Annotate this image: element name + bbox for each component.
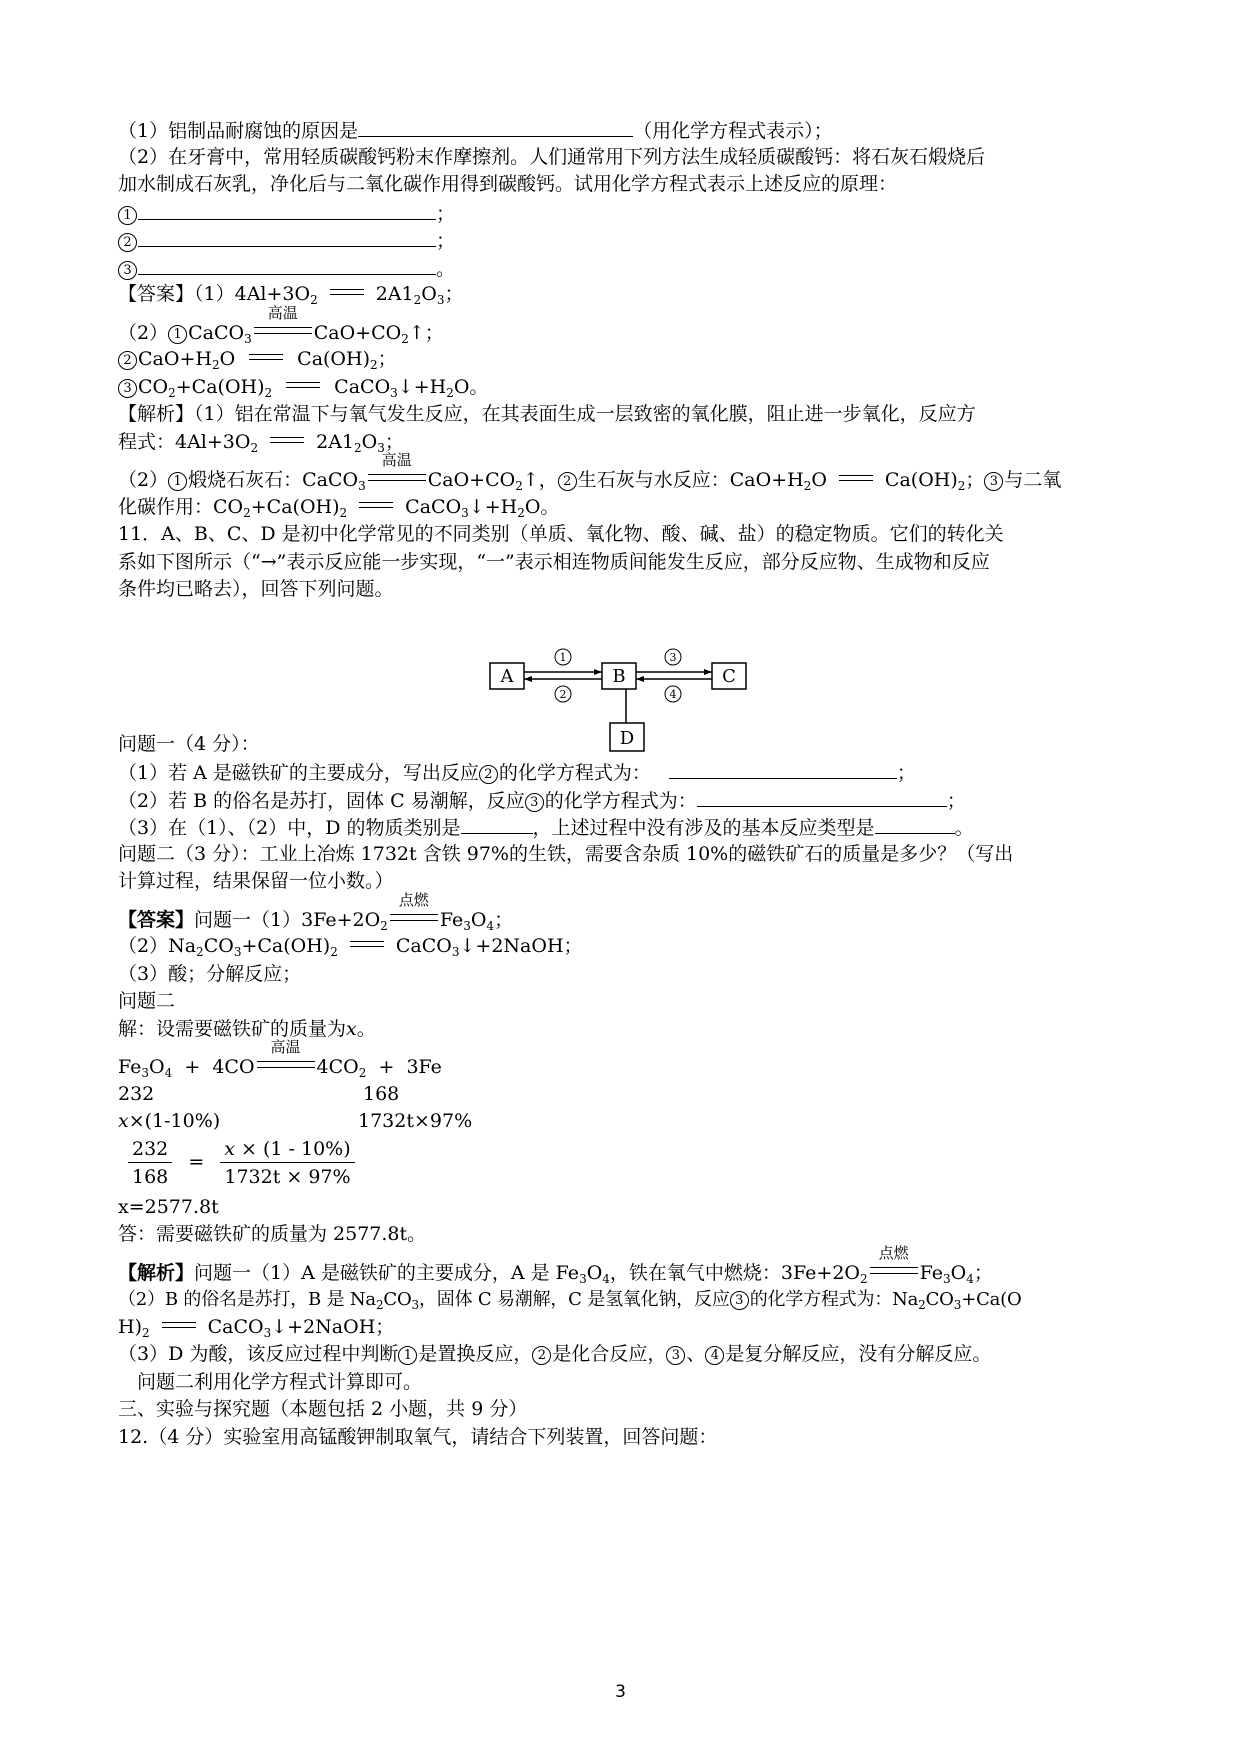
equals-sign [330, 289, 364, 295]
analysis-line: 【解析】问题一（1）A 是磁铁矿的主要成分，A 是 $Fe_3O_4$，铁在氧气中燃烧：$3Fe+2O_2$ 点燃 $Fe_3O_4$； [118, 1243, 993, 1286]
answer-line: 【答案】$(1)4Al+3O_2$ $2A1_2O_3$； [118, 283, 464, 307]
node-b: B [612, 666, 626, 687]
condition-equals: 点燃 [390, 906, 438, 926]
equals-sign [286, 382, 320, 388]
arrow-label-1: 1 [559, 651, 567, 664]
analysis-line: （2）B 的俗名是苏打，B 是 $Na_2CO_3$，固体 C 易潮解，C 是氢氧化钠，反应 3 的化学方程式为：$Na_2CO_3+Ca(O$ [118, 1289, 1022, 1312]
question-line: 计算过程，结果保留一位小数。） [118, 870, 394, 892]
blank-line: 1 ； [118, 199, 1128, 227]
answer-line: （2） 1 CaCO$_3$ 高温 $CaO+CO_2↑$； [118, 303, 444, 346]
node-c: C [722, 666, 736, 687]
conversion-diagram [488, 638, 753, 753]
equals-sign [249, 354, 283, 360]
calc-result: x=2577.8t [118, 1195, 219, 1218]
analysis-line: 问题二利用化学方程式计算即可。 [118, 1370, 423, 1393]
answer-blank[interactable] [461, 813, 533, 834]
page-number: 3 [615, 1682, 626, 1702]
calc-proportion: $\frac{232}{168}$ = $\frac{x \times (1 - 10\%)}{1732t \times 97\%}$ [118, 1136, 1128, 1194]
answer-line: 【答案】问题一$(1)3Fe+2O_2$ 点燃 $Fe_3O_4$； [118, 890, 514, 933]
question-line: 12.（4 分）实验室用高锰酸钾制取氧气，请结合下列装置，回答问题： [118, 1425, 718, 1448]
calc-mass-row: 232 168 [118, 1082, 400, 1105]
answer-blank[interactable] [669, 758, 897, 779]
question-line: （3）在（1）、（2）中，D 的物质类别是 ，上述过程中没有涉及的基本反应类型是 。 [118, 813, 1128, 841]
analysis-line: （3）D 为酸，该反应过程中判断 1 是置换反应， 2 是化合反应， 3 、 4 是复分解反应，没有分解反应。 [118, 1343, 992, 1365]
analysis-line: $H)_2$ CaCO$_3$↓+2NaOH； [118, 1315, 395, 1340]
circled-number: 3 [118, 261, 137, 280]
circled-number: 1 [118, 206, 137, 225]
arrow-2 [524, 676, 532, 682]
answer-blank[interactable] [358, 116, 633, 137]
question-line: （2）在牙膏中，常用轻质碳酸钙粉末作摩擦剂。人们通常用下列方法生成轻质碳酸钙：将石灰石煅烧后 [118, 145, 986, 168]
answer-line: 问题二 [118, 990, 176, 1012]
calc-equation: $Fe_3O_4 + 4CO$ 高温 $4CO_2 + 3Fe$ [118, 1038, 442, 1080]
equals-sign [359, 502, 393, 508]
equals-sign [350, 941, 384, 947]
analysis-line: 【解析】（1）铝在常温下与氧气发生反应，在其表面生成一层致密的氧化膜，阻止进一步氧化，反应方 [118, 403, 976, 425]
question-line: 加水制成石灰乳，净化后与二氧化碳作用得到碳酸钙。试用化学方程式表示上述反应的原理： [118, 173, 898, 195]
condition-equals: 点燃 [870, 1259, 918, 1279]
answer-blank[interactable] [697, 786, 947, 807]
arrow-label-2: 2 [559, 688, 567, 701]
answer-blank[interactable] [875, 813, 955, 834]
answer-line: 2 $CaO+H_2O$ $Ca(OH)_2$； [118, 346, 1128, 374]
answer-blank[interactable] [138, 226, 436, 247]
answer-line: （3）酸；分解反应； [118, 962, 302, 985]
circled-number: 2 [118, 233, 137, 252]
analysis-line: 程式：$4Al+3O_2$ $2A1_2O_3$； [118, 430, 404, 455]
arrow-3 [704, 669, 712, 675]
condition-equals: 高温 [368, 466, 426, 486]
question-line: （2）若 B 的俗名是苏打，固体 C 易潮解，反应 3 的化学方程式为： ； [118, 786, 1128, 814]
condition-equals: 高温 [254, 319, 312, 339]
analysis-line: （2） 1 煅烧石灰石：CaCO$_3$ 高温 $CaO+CO_2↑$， 2 生石灰与水反应：$CaO+H_2O$ $Ca(OH)_2$； 3 与二氧 [118, 451, 1062, 493]
equals-sign [839, 475, 873, 481]
question-line: 问题二（3 分）：工业上冶炼 1732t 含铁 97%的生铁，需要含杂质 10%的磁铁矿石的质量是多少？（写出 [118, 842, 1014, 865]
question-line: 11．A、B、C、D 是初中化学常见的不同类别（单质、氧化物、酸、碱、盐）的稳定物质。它们的转化关 [118, 523, 1004, 545]
question-line: 系如下图所示（“→”表示反应能一步实现，“一”表示相连物质间能发生反应，部分反应物、生成物和反应 [118, 550, 990, 573]
calc-amount-row: x×(1-10%) 1732t×97% [118, 1110, 473, 1132]
condition-equals: 高温 [257, 1053, 315, 1073]
arrow-4 [636, 676, 644, 682]
calc-answer: 答：需要磁铁矿的质量为 2577.8t。 [118, 1223, 427, 1245]
arrow-label-4: 4 [669, 688, 677, 701]
answer-line: 解：设需要磁铁矿的质量为x。 [118, 1017, 376, 1040]
blank-line: 3 。 [118, 254, 1128, 282]
question-line: 条件均已略去），回答下列问题。 [118, 578, 394, 600]
arrow-label-3: 3 [669, 651, 677, 664]
equals-sign [162, 1322, 196, 1328]
arrow-1 [594, 669, 602, 675]
subquestion-title: 问题一（4 分）： [118, 732, 260, 755]
equals-sign [270, 437, 304, 443]
answer-blank[interactable] [138, 199, 436, 220]
section-heading: 三、实验与探究题（本题包括 2 小题，共 9 分） [118, 1398, 528, 1420]
answer-line: $(2)Na_2CO_3+Ca(OH)_2$ CaCO$_3$↓+2NaOH； [118, 935, 583, 959]
node-d: D [619, 728, 635, 749]
document-body [118, 116, 1128, 1451]
node-a: A [500, 666, 514, 687]
analysis-line: 化碳作用：$CO_2+Ca(OH)_2$ $CaCO_3↓+H_2O$。 [118, 495, 560, 520]
question-line: （1）铝制品耐腐蚀的原因是 （用化学方程式表示）； [118, 116, 1128, 144]
blank-line: 2 ； [118, 226, 1128, 254]
answer-line: 3 $CO_2+Ca(OH)_2$ $CaCO_3↓+H_2O$。 [118, 374, 1128, 402]
answer-blank[interactable] [138, 254, 436, 275]
question-line: （1）若 A 是磁铁矿的主要成分，写出反应 2 的化学方程式为： ； [118, 758, 1128, 786]
